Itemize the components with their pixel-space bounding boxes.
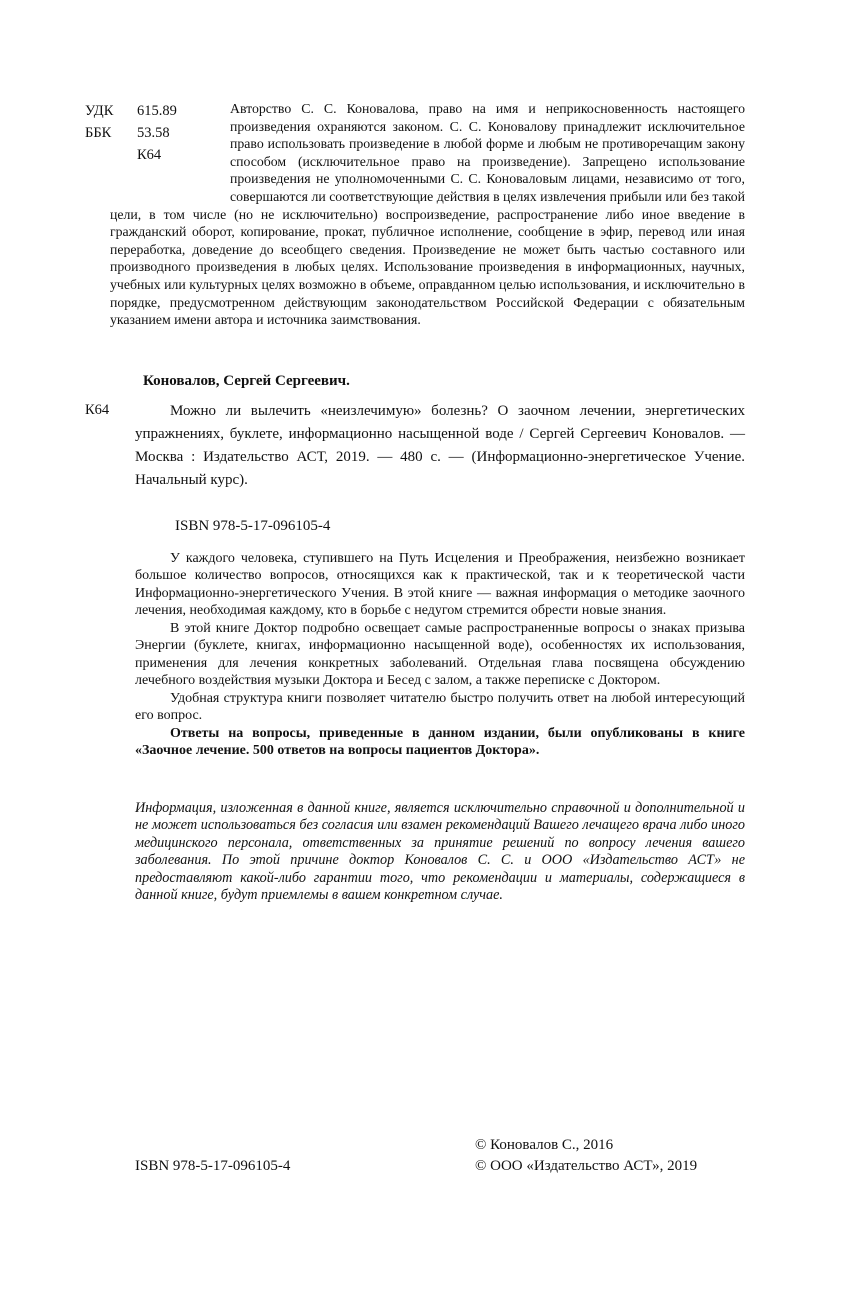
medical-disclaimer: Информация, изложенная в данной книге, является исключительно справочной и дополнительной и не может использоваться без согласия или взамен рекомендаций Вашего лечащего врача либо иного медицинского персонала, ответственных за принятие решений по вопросу лечения вашего заболевания. По этой причине доктор Коновалов С. С. и ООО «Издательство АСТ» не предоставляют какой-либо гарантии того, что рекомендации и материалы, содержащиеся в данной книге, будут приемлемы в вашем конкретном случае. [135,799,745,904]
publication-note: Ответы на вопросы, приведенные в данном издании, были опубликованы в книге «Заочное лечение. 500 ответов на вопросы пациентов Доктора». [135,725,745,759]
bbk-label: ББК [85,125,112,141]
annotation-paragraph-2: В этой книге Доктор подробно освещает самые распространенные вопросы о знаках призыва Энергии (буклете, книгах, информационно насыщенной воде), особенностях их использования, применения для лечения конкретных заболеваний. Отдельная глава посвящена обсуждению лечебного воздействия музыки Доктора и Бесед с залом, а также переписке с Доктором. [135,620,745,689]
udk-value: 615.89 [137,103,177,119]
book-author-code: К64 [137,147,162,163]
bbk-row [85,122,230,144]
classification-codes [85,100,230,188]
copyright-notice: Авторство С. С. Коновалова, право на имя и неприкосновенность настоящего произведения охраняются законом. С. С. Коновалову принадлежит исключительное право использовать произведение в любой форме и любым не противоречащим закону способом (исключительное право на произведение). Запрещено использование произведения не уполномоченными С. С. Коноваловым лицами, независимо от того, совершаются ли соответствующие действия в целях извлечения прибыли или без такой цели, в том числе (но не исключительно) воспроизведение, распространение либо иное введение в гражданский оборот, копирование, прокат, публичное исполнение, сообщение в эфир, перевод или иная переработка, доведение до всеобщего сведения. Произведение не может быть частью составного или производного произведения в любых целях. Использование произведения в информационных, научных, учебных или культурных целях возможно в объеме, оправданном целью использования, и исключительно в порядке, предусмотренном действующим законодательством Российской Федерации с обязательным указанием имени автора и источника заимствования. [110,101,745,328]
catalog-code: К64 [85,401,110,418]
isbn-line: ISBN 978-5-17-096105-4 [175,517,331,534]
udk-row [85,100,230,122]
catalog-description: Можно ли вылечить «неизлечимую» болезнь? О заочном лечении, энергетических упражнениях, буклете, информационно насыщенной воде / Сергей Сергеевич Коновалов. — Москва : Издательство АСТ, 2019. — 480 с. — (Информационно-энергетическое Учение. Начальный курс). [135,402,745,488]
udk-label: УДК [85,103,114,119]
footer-spacer [85,1135,475,1156]
cataloging-block [85,100,745,329]
imprint-footer [85,1135,745,1177]
catalog-entry [85,400,745,492]
annotation-paragraph-1: У каждого человека, ступившего на Путь Исцеления и Преображения, неизбежно возникает большое количество вопросов, относящихся как к практической, так и к теоретической части Информационно-энергетического Учения. В этой книге — важная информация о методике заочного лечения, необходимая каждому, кто в борьбе с недугом стремится обрести новые знания. [135,550,745,619]
bbk-value: 53.58 [137,125,170,141]
annotation-block [85,550,745,760]
annotation-paragraph-3: Удобная структура книги позволяет читателю быстро получить ответ на любой интересующий его вопрос. [135,690,745,724]
footer-copyright-publisher: © ООО «Издательство АСТ», 2019 [475,1158,698,1174]
footer-copyright-author: © Коновалов С., 2016 [475,1137,614,1153]
footer-isbn: ISBN 978-5-17-096105-4 [135,1158,291,1174]
author-heading: Коновалов, Сергей Сергеевич. [143,372,350,389]
